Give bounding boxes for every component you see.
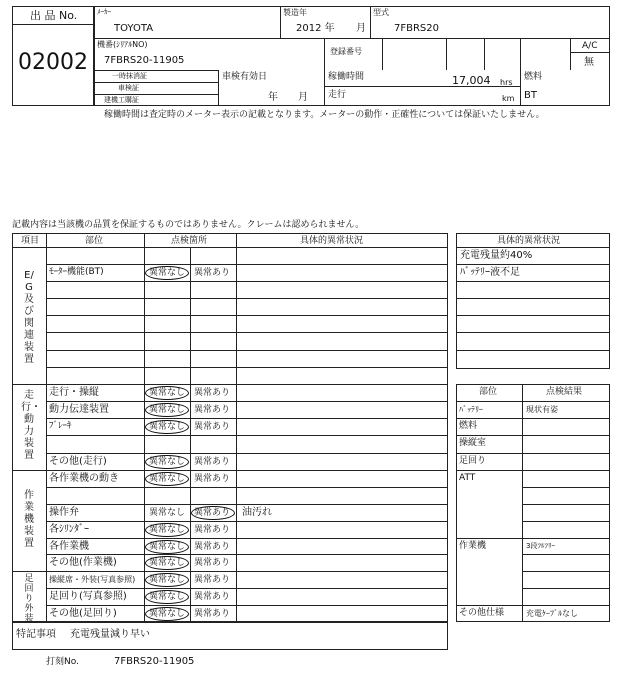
check-abnormal: 異常あり [194, 474, 231, 484]
check-abnormal: 異常あり [194, 575, 231, 585]
year-label: 製造年 [283, 8, 307, 17]
unit-no-label: 出 品 No. [30, 9, 78, 22]
hours-note: 稼働時間は査定時のメーター表示の記載となります。メーターの動作・正確性については保証いたしません。 [104, 110, 545, 120]
check-normal: 異常なし [149, 542, 186, 552]
group-eg: E/G及び関連装置 [24, 270, 34, 365]
part-work-each: 各作業機 [49, 541, 89, 552]
right-detail-line-1: 充電残量約40% [460, 250, 533, 261]
group-feet: 足回り外装 [24, 574, 34, 624]
check-normal: 異常なし [149, 558, 186, 568]
check-normal: 異常なし [149, 268, 186, 278]
check-abnormal: 異常あり [194, 542, 231, 552]
check-normal: 異常なし [149, 474, 186, 484]
col-part-header: 部位 [85, 236, 104, 246]
check-abnormal: 異常あり [194, 558, 231, 568]
mileage-label: 走行 [328, 90, 347, 100]
group-run: 走行・動力装置 [21, 390, 41, 461]
check-abnormal: 異常あり [194, 388, 231, 398]
check-abnormal: 異常あり [194, 508, 231, 518]
col-detail-header: 具体的異常状況 [300, 236, 364, 246]
results-feet: 足回り [459, 456, 487, 466]
fuel-label: 燃料 [524, 72, 543, 82]
year-value: 2012 年 [296, 23, 335, 34]
check-normal: 異常なし [149, 575, 186, 585]
mileage-unit: km [502, 94, 515, 103]
results-battery-value: 現状有姿 [526, 405, 558, 414]
valve-detail: 油汚れ [242, 507, 272, 518]
part-cabin: 操縦席・外装(写真参照) [49, 575, 136, 584]
maker-value: TOYOTA [114, 23, 154, 34]
results-col-result: 点検結果 [546, 387, 583, 397]
hours-unit: hrs [500, 78, 513, 87]
serial-value: 7FBRS20-11905 [104, 55, 185, 66]
temp-permit-label: 一時抹消証 [112, 72, 147, 80]
heavy-cert-label: 建機工購証 [104, 96, 139, 104]
check-abnormal: 異常あり [194, 422, 231, 432]
model-value: 7FBRS20 [394, 23, 439, 34]
right-detail-header: 具体的異常状況 [497, 236, 561, 246]
part-work-move: 各作業機の動き [49, 473, 119, 484]
remarks-value: 充電残量減り早い [70, 629, 150, 640]
maker-label: ﾒｰｶｰ [97, 8, 111, 16]
results-other: その他仕様 [459, 608, 505, 618]
results-col-part: 部位 [479, 387, 498, 397]
results-work: 作業機 [459, 541, 487, 551]
check-abnormal: 異常あり [194, 609, 231, 619]
engraving-label: 打刻No. [46, 657, 79, 667]
check-normal: 異常なし [149, 508, 186, 518]
results-battery: ﾊﾞｯﾃﾘｰ [459, 405, 483, 414]
check-abnormal: 異常あり [194, 405, 231, 415]
model-label: 型式 [373, 8, 389, 17]
check-abnormal: 異常あり [194, 525, 231, 535]
results-fuel: 燃料 [459, 421, 478, 431]
check-normal: 異常なし [149, 609, 186, 619]
check-normal: 異常なし [149, 457, 186, 467]
check-abnormal: 異常あり [194, 268, 231, 278]
disclaimer: 記載内容は当該機の品質を保証するものではありません。クレームは認められません。 [12, 220, 365, 230]
results-att: ATT [459, 473, 476, 483]
part-feet-photo: 足回り(写真参照) [49, 591, 127, 602]
engraving-value: 7FBRS20-11905 [114, 656, 195, 667]
col-check-header: 点検箇所 [171, 236, 208, 246]
check-abnormal: 異常あり [194, 457, 231, 467]
ac-value: 無 [584, 57, 594, 68]
check-normal: 異常なし [149, 592, 186, 602]
part-cylinder: 各ｼﾘﾝﾀﾞｰ [49, 524, 89, 535]
unit-no-value: 02002 [18, 50, 88, 75]
results-other-value: 充電ｹｰﾌﾞﾙなし [526, 609, 578, 618]
part-valve: 操作弁 [49, 507, 79, 518]
hours-value: 17,004 [452, 74, 491, 87]
group-work: 作業機装置 [24, 490, 34, 549]
remarks-label: 特記事項 [16, 629, 56, 640]
part-feet-other: その他(足回り) [49, 608, 117, 619]
results-cabin: 操縦室 [459, 438, 487, 448]
right-detail-line-2: ﾊﾞｯﾃﾘｰ液不足 [460, 267, 520, 278]
part-power: 動力伝達装置 [49, 404, 109, 415]
check-abnormal: 異常あり [194, 592, 231, 602]
inspection-label: 車検有効日 [222, 72, 268, 82]
hours-label: 稼働時間 [328, 72, 365, 82]
col-item-header: 項目 [21, 236, 40, 246]
vehicle-cert-label: 車検証 [118, 84, 139, 92]
check-normal: 異常なし [149, 405, 186, 415]
part-brake: ﾌﾞﾚｰｷ [49, 421, 72, 431]
check-normal: 異常なし [149, 388, 186, 398]
part-motor: ﾓｰﾀｰ機能(BT) [49, 267, 104, 277]
inspection-value: 年 月 [268, 92, 308, 103]
results-work-value: 3段ﾌﾙﾌﾘｰ [526, 542, 555, 550]
part-steer: 走行・操縦 [49, 387, 99, 398]
check-normal: 異常なし [149, 422, 186, 432]
fuel-value: BT [524, 90, 537, 101]
registration-label: 登録番号 [330, 47, 362, 56]
check-normal: 異常なし [149, 525, 186, 535]
serial-label: 機番(ｼﾘｱﾙNO) [97, 40, 148, 49]
year-month-suffix: 月 [356, 23, 366, 34]
part-run-other: その他(走行) [49, 456, 107, 467]
ac-label: A/C [582, 41, 598, 51]
part-work-other: その他(作業機) [49, 557, 117, 568]
